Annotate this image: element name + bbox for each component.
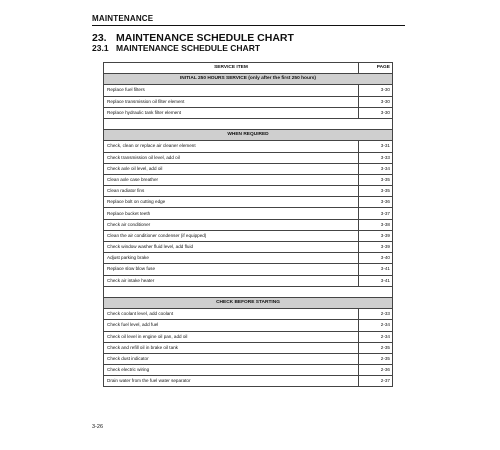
section-title-text: MAINTENANCE SCHEDULE CHART — [116, 43, 261, 53]
page-ref-cell: 3-33 — [359, 152, 393, 163]
page-column-header: PAGE — [359, 63, 393, 74]
table-row — [104, 174, 393, 185]
service-item-cell: Check fuel level, add fuel — [104, 320, 359, 331]
page-ref-cell: 3-30 — [359, 85, 393, 96]
table-row — [104, 353, 393, 364]
section-spacer — [104, 118, 393, 129]
page-number: 3-26 — [92, 424, 104, 430]
table-row — [104, 96, 393, 107]
table-row — [104, 309, 393, 320]
service-item-cell: Check axle oil level, add oil — [104, 163, 359, 174]
service-item-cell: Check and refill oil in brake oil tank — [104, 342, 359, 353]
section-header: CHECK BEFORE STARTING — [104, 297, 393, 308]
page-ref-cell: 3-39 — [359, 242, 393, 253]
page-ref-cell: 3-30 — [359, 96, 393, 107]
table-row — [104, 253, 393, 264]
table-header-row — [104, 63, 393, 74]
table-row — [104, 320, 393, 331]
page-ref-cell: 3-41 — [359, 264, 393, 275]
page-ref-cell: 3-41 — [359, 275, 393, 286]
table-row — [104, 141, 393, 152]
service-item-cell: Replace hydraulic tank filter element — [104, 107, 359, 118]
service-item-cell: Check air intake heater — [104, 275, 359, 286]
service-item-column-header: SERVICE ITEM — [104, 63, 359, 74]
page-ref-cell: 3-40 — [359, 253, 393, 264]
page-ref-cell: 2-34 — [359, 320, 393, 331]
table-row — [104, 275, 393, 286]
service-item-cell: Replace fuel filters — [104, 85, 359, 96]
service-item-cell: Check dust indicator — [104, 353, 359, 364]
table-row — [104, 365, 393, 376]
table-row — [104, 342, 393, 353]
table-row — [104, 163, 393, 174]
page-ref-cell: 3-34 — [359, 163, 393, 174]
service-item-cell: Check, clean or replace air cleaner element — [104, 141, 359, 152]
service-item-cell: Clean the air conditioner condenser (if equipped) — [104, 230, 359, 241]
section-spacer — [104, 286, 393, 297]
service-item-cell: Replace bolt on cutting edge — [104, 197, 359, 208]
page-ref-cell: 3-35 — [359, 186, 393, 197]
chapter-number: 23. — [92, 32, 107, 44]
section-header-row — [104, 74, 393, 85]
table-row — [104, 230, 393, 241]
section-header-row — [104, 130, 393, 141]
service-item-cell: Check oil level in engine oil pan, add oil — [104, 331, 359, 342]
service-item-cell: Check window washer fluid level, add fluid — [104, 242, 359, 253]
page-ref-cell: 3-31 — [359, 141, 393, 152]
service-item-cell: Adjust parking brake — [104, 253, 359, 264]
table-row — [104, 331, 393, 342]
page-ref-cell: 2-35 — [359, 353, 393, 364]
header-rule — [92, 25, 405, 26]
service-item-cell: Replace bucket teeth — [104, 208, 359, 219]
section-header: INITIAL 250 HOURS SERVICE (only after the first 250 hours) — [104, 74, 393, 85]
section-header-row — [104, 297, 393, 308]
table-row — [104, 107, 393, 118]
table-row — [104, 197, 393, 208]
section-number: 23.1 — [92, 43, 109, 53]
page-ref-cell: 3-30 — [359, 107, 393, 118]
table-row — [104, 85, 393, 96]
table-row — [104, 186, 393, 197]
maintenance-schedule-table — [103, 62, 393, 387]
table-row — [104, 376, 393, 387]
service-item-cell: Drain water from the fuel water separator — [104, 376, 359, 387]
service-item-cell: Check air conditioner — [104, 219, 359, 230]
section-spacer-cell — [104, 286, 393, 297]
table-row — [104, 264, 393, 275]
service-item-cell: Check electric wiring — [104, 365, 359, 376]
running-header: MAINTENANCE — [92, 14, 154, 23]
table-row — [104, 242, 393, 253]
page-ref-cell: 2-34 — [359, 331, 393, 342]
section-header: WHEN REQUIRED — [104, 130, 393, 141]
service-item-cell: Replace slow blow fuse — [104, 264, 359, 275]
page-ref-cell: 2-37 — [359, 376, 393, 387]
table-row — [104, 152, 393, 163]
page-ref-cell: 3-35 — [359, 174, 393, 185]
service-item-cell: Replace transmission oil filter element — [104, 96, 359, 107]
page-ref-cell: 2-33 — [359, 309, 393, 320]
service-item-cell: Clean axle case breather — [104, 174, 359, 185]
page-ref-cell: 2-36 — [359, 365, 393, 376]
page-ref-cell: 3-36 — [359, 197, 393, 208]
page-ref-cell: 3-38 — [359, 219, 393, 230]
page-ref-cell: 3-37 — [359, 208, 393, 219]
service-item-cell: Clean radiator fins — [104, 186, 359, 197]
chapter-title-text: MAINTENANCE SCHEDULE CHART — [116, 32, 294, 44]
table-row — [104, 219, 393, 230]
service-item-cell: Check coolant level, add coolant — [104, 309, 359, 320]
page-ref-cell: 2-35 — [359, 342, 393, 353]
section-spacer-cell — [104, 118, 393, 129]
table-row — [104, 208, 393, 219]
section-title — [92, 43, 260, 53]
service-item-cell: Check transmission oil level, add oil — [104, 152, 359, 163]
page-ref-cell: 3-39 — [359, 230, 393, 241]
